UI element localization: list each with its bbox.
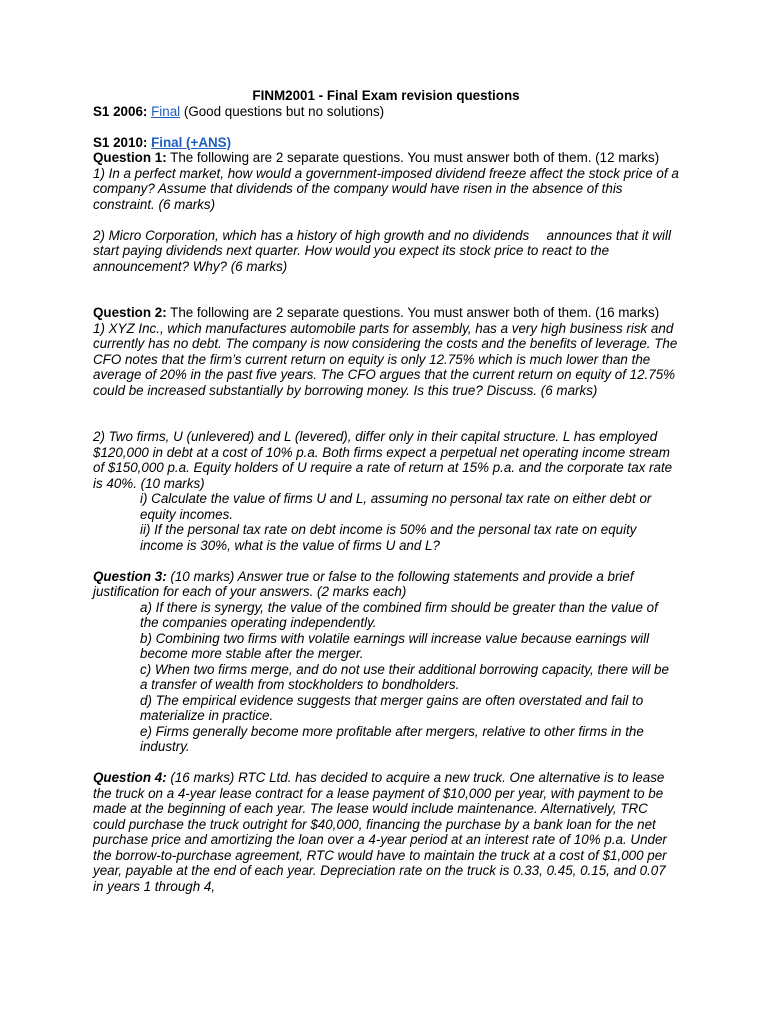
q2-part1: 1) XYZ Inc., which manufactures automobile parts for assembly, has a very high business risk and currently has no debt. The company is now considering the costs and the benefits of leverage. The CFO notes that the firm’s current return on equity is only 12.75% which is much lower than the average of 20% in the past five years. The CFO argues that the current return on equity of 12.75% could be increased substantially by borrowing money. Is this true? Discuss. (6 marks) (93, 320, 678, 398)
q3-intro (93, 569, 679, 600)
q3-item-b: b) Combining two firms with volatile earnings will increase value because earnings will become more stable after the merger. (140, 630, 650, 661)
s1-2010-final-link[interactable]: Final (+ANS) (151, 134, 232, 150)
s1-2006-note: (Good questions but no solutions) (183, 103, 385, 119)
q3-item-d: d) The empirical evidence suggests that merger gains are often overstated and fail to materialize in practice. (140, 692, 644, 723)
q4-label: Question 4: (93, 770, 167, 785)
q3-label: Question 3: (93, 568, 167, 584)
s1-2010-label: S1 2010: (93, 134, 148, 150)
q3-intro-text: (10 marks) Answer true or false to the following statements and provide a brief justification for each of your answers. (2 marks each) (93, 568, 634, 599)
q3-item-e: e) Firms generally become more profitable after mergers, relative to other firms in the industry. (140, 723, 644, 754)
page-title: FINM2001 - Final Exam revision questions (252, 88, 520, 103)
s1-2006-label: S1 2006: (93, 103, 148, 119)
q1-part1: 1) In a perfect market, how would a government-imposed dividend freeze affect the stock price of a company? Assume that dividends of the company would have risen in the absence of this constraint. (6 marks) (93, 165, 679, 212)
q2-part2: 2) Two firms, U (unlevered) and L (levered), differ only in their capital structure. L has employed $120,000 in debt at a cost of 10% p.a. Both firms expect a perpetual net operating income stream of $150,000 p.a. Equity holders of U require a rate of return at 15% p.a. and the corporate tax rate is 40%. (10 marks) (93, 429, 673, 491)
s1-2006-final-link[interactable]: Final (151, 103, 181, 119)
q3-item-a: a) If there is synergy, the value of the combined firm should be greater than the value of the companies operating independently. (140, 599, 658, 630)
q4-text (93, 770, 679, 894)
q2-intro (93, 305, 679, 321)
q2-sub-i: i) Calculate the value of firms U and L, assuming no personal tax rate on either debt or equity incomes. (140, 491, 652, 522)
q2-label: Question 2: (93, 305, 167, 320)
q3-item-c: c) When two firms merge, and do not use their additional borrowing capacity, there will be a transfer of wealth from stockholders to bondholders. (140, 661, 669, 692)
spacer (93, 119, 679, 135)
q4-body: (16 marks) RTC Ltd. has decided to acquire a new truck. One alternative is to lease the truck on a 4-year lease contract for a lease payment of $10,000 per year, with payment to be made at the beginning of each year. The lease would include maintenance. Alternatively, TRC could purchase the truck outright for $40,000, financing the purchase by a bank loan for the net purchase price and amortizing the loan over a 4-year period at an interest rate of 10% p.a. Under the borrow-to-purchase agreement, RTC would have to maintain the truck at a cost of $1,000 per year, payable at the end of each year. Depreciation rate on the truck is 0.33, 0.45, 0.15, and 0.07 in years 1 through 4, (93, 770, 667, 894)
q1-label: Question 1: (93, 150, 167, 165)
s1-2010-line (93, 135, 679, 151)
s1-2006-line (93, 104, 679, 120)
q1-intro-text: The following are 2 separate questions. You must answer both of them. (12 marks) (170, 150, 660, 165)
document-body (93, 88, 679, 894)
q2-sub-ii: ii) If the personal tax rate on debt income is 50% and the personal tax rate on equity income is 30%, what is the value of firms U and L? (140, 522, 637, 553)
q2-intro-text: The following are 2 separate questions. You must answer both of them. (16 marks) (170, 305, 660, 320)
q1-part2: 2) Micro Corporation, which has a history of high growth and no dividends announces that it will start paying dividends next quarter. How would you expect its stock price to react to the announcement? Why? (6 marks) (93, 227, 658, 274)
q1-intro (93, 150, 679, 166)
